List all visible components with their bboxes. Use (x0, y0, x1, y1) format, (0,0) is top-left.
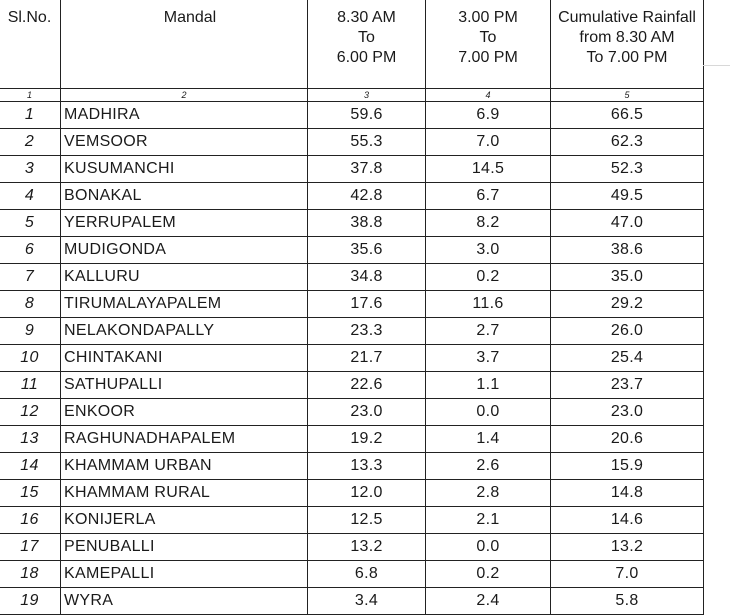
rainfall-3pm-7pm-cell: 6.7 (426, 183, 551, 210)
mandal-name-cell: MADHIRA (61, 102, 308, 129)
rainfall-830am-6pm-cell: 35.6 (308, 237, 426, 264)
rainfall-3pm-7pm-cell: 2.6 (426, 453, 551, 480)
mandal-name-cell: MUDIGONDA (61, 237, 308, 264)
table-row (0, 210, 704, 237)
header-8-30am-to-6pm (308, 0, 426, 89)
rainfall-830am-6pm-cell: 37.8 (308, 156, 426, 183)
rainfall-3pm-7pm-cell: 2.4 (426, 588, 551, 615)
mandal-name-cell: YERRUPALEM (61, 210, 308, 237)
serial-number-cell: 11 (0, 372, 61, 399)
table-row (0, 264, 704, 291)
rainfall-830am-6pm-cell: 13.2 (308, 534, 426, 561)
rainfall-830am-6pm-cell: 17.6 (308, 291, 426, 318)
table-row (0, 372, 704, 399)
serial-number-cell: 1 (0, 102, 61, 129)
header-row (0, 0, 704, 89)
header-line: To (358, 28, 375, 46)
rainfall-830am-6pm-cell: 42.8 (308, 183, 426, 210)
cumulative-rainfall-cell: 25.4 (551, 345, 704, 372)
cumulative-rainfall-cell: 14.8 (551, 480, 704, 507)
serial-number-cell: 9 (0, 318, 61, 345)
rainfall-830am-6pm-cell: 34.8 (308, 264, 426, 291)
rainfall-3pm-7pm-cell: 1.4 (426, 426, 551, 453)
rainfall-830am-6pm-cell: 59.6 (308, 102, 426, 129)
header-line: 8.30 AM (337, 8, 396, 26)
serial-number-cell: 17 (0, 534, 61, 561)
rainfall-830am-6pm-cell: 12.0 (308, 480, 426, 507)
rainfall-830am-6pm-cell: 6.8 (308, 561, 426, 588)
rainfall-3pm-7pm-cell: 0.0 (426, 534, 551, 561)
serial-number-cell: 19 (0, 588, 61, 615)
rainfall-830am-6pm-cell: 13.3 (308, 453, 426, 480)
cumulative-rainfall-cell: 15.9 (551, 453, 704, 480)
column-index: 5 (551, 89, 704, 102)
rainfall-830am-6pm-cell: 23.3 (308, 318, 426, 345)
header-line: To 7.00 PM (586, 48, 668, 66)
table-body (0, 102, 704, 615)
mandal-name-cell: KHAMMAM URBAN (61, 453, 308, 480)
header-mandal: Mandal (61, 0, 308, 89)
column-index: 2 (61, 89, 308, 102)
mandal-name-cell: RAGHUNADHAPALEM (61, 426, 308, 453)
rainfall-3pm-7pm-cell: 8.2 (426, 210, 551, 237)
mandal-name-cell: NELAKONDAPALLY (61, 318, 308, 345)
serial-number-cell: 13 (0, 426, 61, 453)
serial-number-cell: 18 (0, 561, 61, 588)
mandal-name-cell: KAMEPALLI (61, 561, 308, 588)
mandal-name-cell: SATHUPALLI (61, 372, 308, 399)
rainfall-830am-6pm-cell: 23.0 (308, 399, 426, 426)
serial-number-cell: 2 (0, 129, 61, 156)
table-row (0, 507, 704, 534)
rainfall-3pm-7pm-cell: 1.1 (426, 372, 551, 399)
cumulative-rainfall-cell: 62.3 (551, 129, 704, 156)
header-line: To (479, 28, 497, 46)
rainfall-830am-6pm-cell: 21.7 (308, 345, 426, 372)
table-row (0, 291, 704, 318)
serial-number-cell: 10 (0, 345, 61, 372)
cumulative-rainfall-cell: 47.0 (551, 210, 704, 237)
rainfall-3pm-7pm-cell: 2.1 (426, 507, 551, 534)
cumulative-rainfall-cell: 38.6 (551, 237, 704, 264)
cumulative-rainfall-cell: 14.6 (551, 507, 704, 534)
table-row (0, 534, 704, 561)
cumulative-rainfall-cell: 5.8 (551, 588, 704, 615)
header-line: 3.00 PM (458, 8, 518, 26)
cumulative-rainfall-cell: 66.5 (551, 102, 704, 129)
cumulative-rainfall-cell: 26.0 (551, 318, 704, 345)
mandal-name-cell: CHINTAKANI (61, 345, 308, 372)
mandal-name-cell: ENKOOR (61, 399, 308, 426)
rainfall-3pm-7pm-cell: 0.2 (426, 561, 551, 588)
serial-number-cell: 16 (0, 507, 61, 534)
column-index: 1 (0, 89, 61, 102)
header-3pm-to-7pm (426, 0, 551, 89)
rainfall-3pm-7pm-cell: 0.2 (426, 264, 551, 291)
cumulative-rainfall-cell: 23.0 (551, 399, 704, 426)
serial-number-cell: 8 (0, 291, 61, 318)
mandal-name-cell: KONIJERLA (61, 507, 308, 534)
column-index: 3 (308, 89, 426, 102)
table-row (0, 102, 704, 129)
table-row (0, 237, 704, 264)
cumulative-rainfall-cell: 35.0 (551, 264, 704, 291)
mandal-name-cell: TIRUMALAYAPALEM (61, 291, 308, 318)
rainfall-830am-6pm-cell: 55.3 (308, 129, 426, 156)
table-row (0, 318, 704, 345)
serial-number-cell: 3 (0, 156, 61, 183)
cumulative-rainfall-cell: 23.7 (551, 372, 704, 399)
cumulative-rainfall-cell: 13.2 (551, 534, 704, 561)
rainfall-3pm-7pm-cell: 2.7 (426, 318, 551, 345)
table-row (0, 345, 704, 372)
rainfall-3pm-7pm-cell: 14.5 (426, 156, 551, 183)
rainfall-3pm-7pm-cell: 6.9 (426, 102, 551, 129)
rainfall-3pm-7pm-cell: 0.0 (426, 399, 551, 426)
cumulative-rainfall-cell: 20.6 (551, 426, 704, 453)
serial-number-cell: 14 (0, 453, 61, 480)
rainfall-830am-6pm-cell: 38.8 (308, 210, 426, 237)
mandal-name-cell: PENUBALLI (61, 534, 308, 561)
serial-number-cell: 12 (0, 399, 61, 426)
table-row (0, 399, 704, 426)
table-row (0, 183, 704, 210)
mandal-name-cell: KALLURU (61, 264, 308, 291)
rainfall-3pm-7pm-cell: 7.0 (426, 129, 551, 156)
rainfall-3pm-7pm-cell: 11.6 (426, 291, 551, 318)
mandal-name-cell: KUSUMANCHI (61, 156, 308, 183)
table-row (0, 588, 704, 615)
cumulative-rainfall-cell: 49.5 (551, 183, 704, 210)
mandal-name-cell: BONAKAL (61, 183, 308, 210)
column-index: 4 (426, 89, 551, 102)
cumulative-rainfall-cell: 7.0 (551, 561, 704, 588)
rainfall-830am-6pm-cell: 19.2 (308, 426, 426, 453)
rainfall-3pm-7pm-cell: 3.7 (426, 345, 551, 372)
rainfall-830am-6pm-cell: 12.5 (308, 507, 426, 534)
serial-number-cell: 15 (0, 480, 61, 507)
rainfall-3pm-7pm-cell: 3.0 (426, 237, 551, 264)
table-row (0, 480, 704, 507)
serial-number-cell: 6 (0, 237, 61, 264)
table-row (0, 156, 704, 183)
table-row (0, 453, 704, 480)
header-line: 7.00 PM (458, 48, 518, 66)
rainfall-830am-6pm-cell: 3.4 (308, 588, 426, 615)
header-line: 6.00 PM (336, 48, 397, 66)
mandal-name-cell: WYRA (61, 588, 308, 615)
serial-number-cell: 7 (0, 264, 61, 291)
rainfall-3pm-7pm-cell: 2.8 (426, 480, 551, 507)
cumulative-rainfall-cell: 52.3 (551, 156, 704, 183)
header-slno: Sl.No. (0, 0, 61, 89)
mandal-name-cell: VEMSOOR (61, 129, 308, 156)
header-line: from 8.30 AM (579, 28, 675, 46)
header-cumulative-rainfall (551, 0, 704, 89)
table-row (0, 561, 704, 588)
sheet-gridline (703, 65, 730, 66)
serial-number-cell: 4 (0, 183, 61, 210)
table-row (0, 426, 704, 453)
mandal-name-cell: KHAMMAM RURAL (61, 480, 308, 507)
header-line: Cumulative Rainfall (558, 8, 696, 26)
column-index-row (0, 89, 704, 102)
cumulative-rainfall-cell: 29.2 (551, 291, 704, 318)
serial-number-cell: 5 (0, 210, 61, 237)
table-row (0, 129, 704, 156)
rainfall-830am-6pm-cell: 22.6 (308, 372, 426, 399)
